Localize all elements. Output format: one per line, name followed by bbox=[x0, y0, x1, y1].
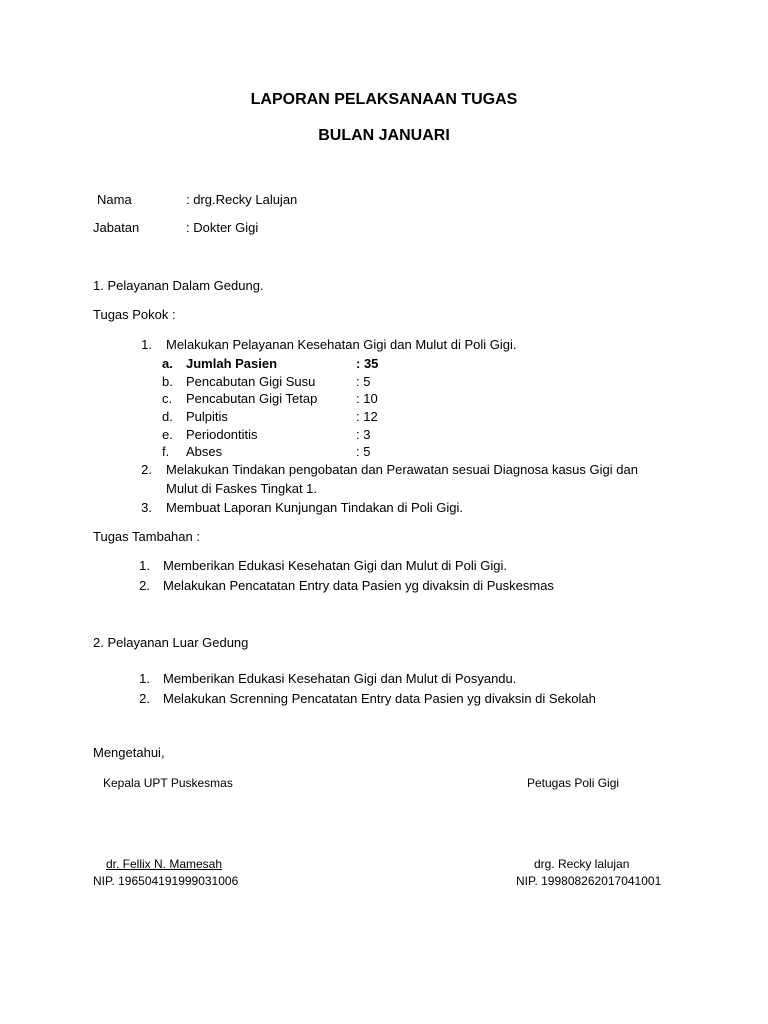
mengetahui-label: Mengetahui, bbox=[93, 745, 165, 760]
tugas-pokok-label: Tugas Pokok : bbox=[93, 307, 176, 322]
subitem-value: : 35 bbox=[356, 356, 379, 371]
document-subtitle: BULAN JANUARI bbox=[318, 127, 450, 144]
subitem-letter: f. bbox=[162, 444, 170, 459]
list-item-number: 1. bbox=[139, 671, 150, 686]
list-item-text: Membuat Laporan Kunjungan Tindakan di Poli Gigi. bbox=[166, 500, 464, 515]
subitem-label: Jumlah Pasien bbox=[186, 356, 278, 371]
subitem-letter: d. bbox=[162, 409, 173, 424]
document-title: LAPORAN PELAKSANAAN TUGAS bbox=[250, 91, 518, 108]
list-item-number: 2. bbox=[139, 691, 150, 706]
subitem-letter: a. bbox=[162, 356, 173, 371]
list-item-text: Melakukan Tindakan pengobatan dan Perawatan sesuai Diagnosa kasus Gigi dan bbox=[166, 462, 638, 477]
subitem-label: Pencabutan Gigi Susu bbox=[186, 374, 316, 389]
right-signatory-nip: NIP. 199808262017041001 bbox=[516, 874, 662, 888]
list-item-number: 2. bbox=[139, 578, 150, 593]
subitem-value: : 5 bbox=[356, 374, 371, 389]
jabatan-label: Jabatan bbox=[93, 220, 140, 235]
subitem-label: Pencabutan Gigi Tetap bbox=[186, 391, 318, 406]
list-item-text: Melakukan Pelayanan Kesehatan Gigi dan Mulut di Poli Gigi. bbox=[166, 337, 517, 352]
list-item-number: 3. bbox=[141, 500, 152, 515]
subitem-label: Pulpitis bbox=[186, 409, 228, 424]
tugas-tambahan-label: Tugas Tambahan : bbox=[93, 529, 200, 544]
jabatan-value: : Dokter Gigi bbox=[186, 220, 259, 235]
subitem-value: : 12 bbox=[356, 409, 378, 424]
list-item-text-continuation: Mulut di Faskes Tingkat 1. bbox=[166, 481, 318, 496]
subitem-letter: c. bbox=[162, 391, 173, 406]
subitem-letter: e. bbox=[162, 427, 173, 442]
list-item-number: 2. bbox=[141, 462, 152, 477]
subitem-label: Periodontitis bbox=[186, 427, 258, 442]
left-signatory-title: Kepala UPT Puskesmas bbox=[103, 776, 233, 790]
subitem-letter: b. bbox=[162, 374, 173, 389]
list-item-text: Memberikan Edukasi Kesehatan Gigi dan Mulut di Posyandu. bbox=[163, 671, 517, 686]
list-item-text: Memberikan Edukasi Kesehatan Gigi dan Mulut di Poli Gigi. bbox=[163, 558, 507, 573]
left-signatory-name: dr. Fellix N. Mamesah bbox=[106, 857, 223, 871]
subitem-label: Abses bbox=[186, 444, 223, 459]
section2-heading: 2. Pelayanan Luar Gedung bbox=[93, 635, 249, 650]
list-item-text: Melakukan Pencatatan Entry data Pasien yg divaksin di Puskesmas bbox=[163, 578, 554, 593]
nama-label: Nama bbox=[97, 192, 132, 207]
right-signatory-name: drg. Recky lalujan bbox=[534, 857, 630, 871]
list-item-number: 1. bbox=[141, 337, 152, 352]
list-item-number: 1. bbox=[139, 558, 150, 573]
nama-value: : drg.Recky Lalujan bbox=[186, 192, 298, 207]
right-signatory-title: Petugas Poli Gigi bbox=[527, 776, 620, 790]
section1-heading: 1. Pelayanan Dalam Gedung. bbox=[93, 278, 264, 293]
list-item-text: Melakukan Screnning Pencatatan Entry data Pasien yg divaksin di Sekolah bbox=[163, 691, 596, 706]
subitem-value: : 10 bbox=[356, 391, 378, 406]
subitem-value: : 5 bbox=[356, 444, 371, 459]
left-signatory-nip: NIP. 196504191999031006 bbox=[93, 874, 239, 888]
subitem-value: : 3 bbox=[356, 427, 371, 442]
